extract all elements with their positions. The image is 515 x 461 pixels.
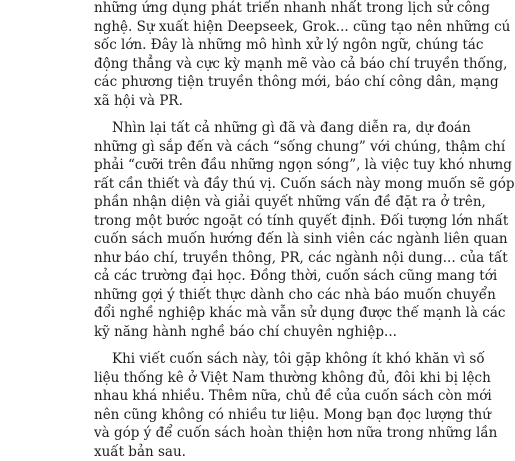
text-line: xuất bản sau. xyxy=(94,443,342,461)
paragraph-3 xyxy=(94,350,342,461)
text-line: phải “cưỡi trên đầu những ngọn sóng”, là việc tuy khó nhưng xyxy=(94,156,342,175)
text-line: động thẳng và cực kỳ mạnh mẽ vào cả báo chí truyền thống, xyxy=(94,55,342,74)
text-line: rất cần thiết và đầy thú vị. Cuốn sách này mong muốn sẽ góp xyxy=(94,175,342,194)
text-line: cuốn sách muốn hướng đến là sinh viên các ngành liên quan xyxy=(94,230,342,249)
text-line: đổi nghề nghiệp khác mà vẫn sử dụng được thế mạnh là các xyxy=(94,304,342,323)
text-line: Khi viết cuốn sách này, tôi gặp không ít khó khăn vì số xyxy=(94,350,342,369)
paragraph-1 xyxy=(94,0,342,110)
body-text xyxy=(94,0,342,461)
text-line: nhau khá nhiều. Thêm nữa, chủ đề của cuốn sách còn mới xyxy=(94,387,342,406)
text-line: nên cũng không có nhiều tư liệu. Mong bạn đọc lượng thứ xyxy=(94,406,342,425)
text-line: phần nhận diện và giải quyết những vấn đề đặt ra ở trên, xyxy=(94,193,342,212)
text-line: như báo chí, truyền thông, PR, các ngành nội dung... của tất xyxy=(94,249,342,268)
text-line: nghệ. Sự xuất hiện Deepseek, Grok... cũng tạo nên những cú xyxy=(94,18,342,37)
text-line: những gợi ý thiết thực dành cho các nhà báo muốn chuyển xyxy=(94,286,342,305)
text-line: những gì sắp đến và cách “sống chung” với chúng, thậm chí xyxy=(94,138,342,157)
text-line: liệu thống kê ở Việt Nam thường không đủ, đôi khi bị lệch xyxy=(94,369,342,388)
paragraph-2 xyxy=(94,119,342,341)
text-line: xã hội và PR. xyxy=(94,92,342,111)
text-line: những ứng dụng phát triển nhanh nhất trong lịch sử công xyxy=(94,0,342,18)
paragraph-spacer xyxy=(94,110,342,119)
text-line: Nhìn lại tất cả những gì đã và đang diễn ra, dự đoán xyxy=(94,119,342,138)
text-line: sốc lớn. Đây là những mô hình xử lý ngôn ngữ, chúng tác xyxy=(94,36,342,55)
text-line: cả các trường đại học. Đồng thời, cuốn sách cũng mang tới xyxy=(94,267,342,286)
text-line: kỹ năng hành nghề báo chí chuyên nghiệp... xyxy=(94,323,342,342)
text-line: và góp ý để cuốn sách hoàn thiện hơn nữa trong những lần xyxy=(94,424,342,443)
text-line: các phương tiện truyền thông mới, báo chí công dân, mạng xyxy=(94,73,342,92)
paragraph-spacer xyxy=(94,341,342,350)
text-line: trong một bước ngoặt có tính quyết định. Đối tượng lớn nhất xyxy=(94,212,342,231)
